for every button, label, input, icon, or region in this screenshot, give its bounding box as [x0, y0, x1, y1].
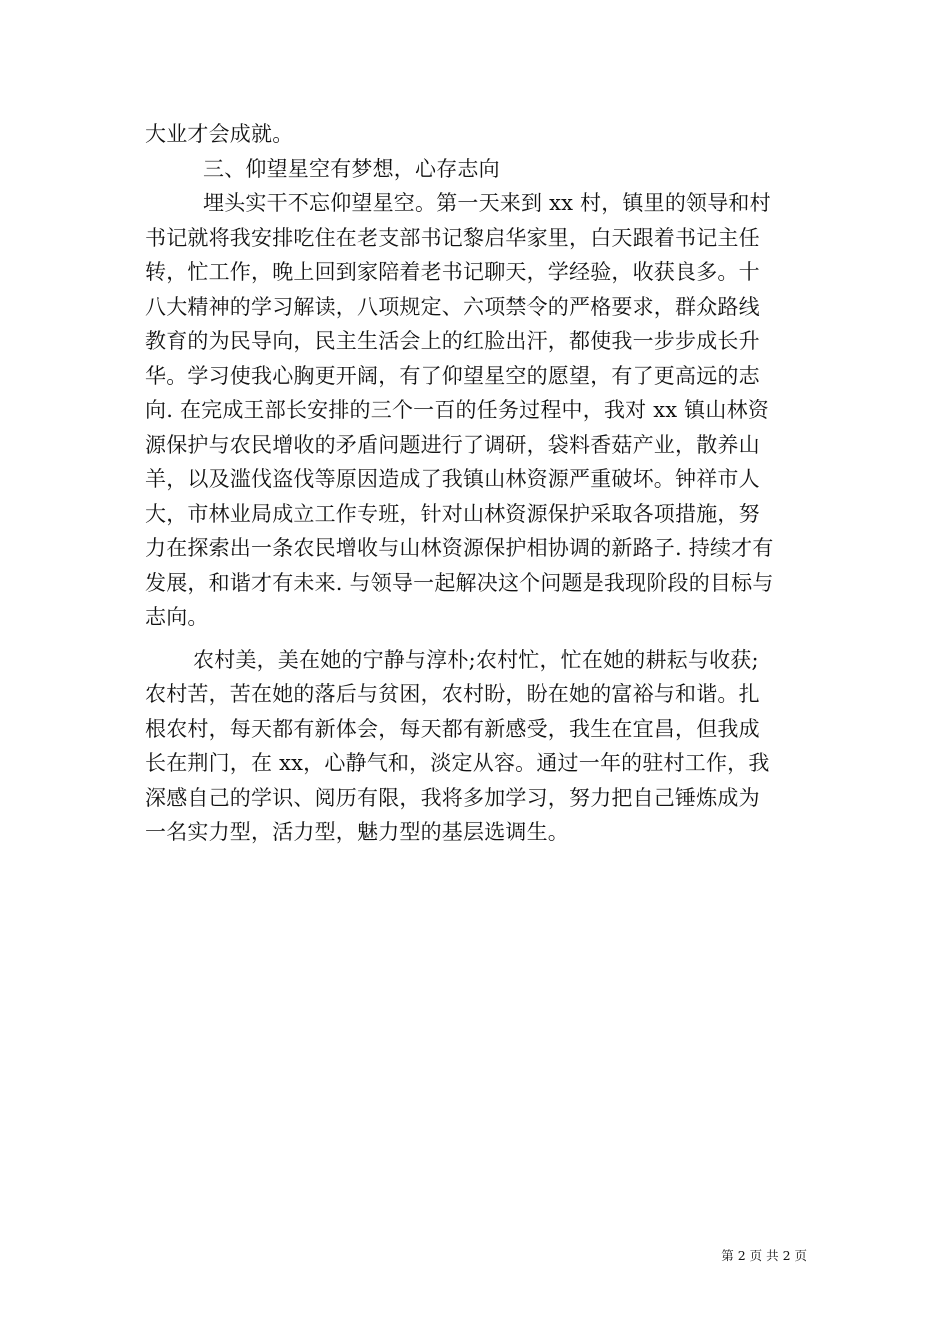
text-line: 华。学习使我心胸更开阔，有了仰望星空的愿望，有了更高远的志 [145, 363, 760, 388]
text-line: 农村苦，苦在她的落后与贫困，农村盼，盼在她的富裕与和谐。扎 [145, 682, 760, 706]
text-line: 根农村，每天都有新体会，每天都有新感受，我生在宜昌，但我成 [145, 716, 760, 741]
text-line: 转，忙工作，晚上回到家陪着老书记聊天，学经验，收获良多。十 [145, 260, 760, 284]
text-line: 向. 在完成王部长安排的三个一百的任务过程中，我对 xx 镇山林资 [145, 398, 769, 422]
text-line: 埋头实干不忘仰望星空。第一天来到 xx 村，镇里的领导和村 [203, 191, 771, 215]
text-line: 源保护与农民增收的矛盾问题进行了调研，袋料香菇产业，散养山 [145, 432, 760, 457]
page-number-footer: 第 2 页 共 2 页 [721, 1248, 807, 1263]
document-body [145, 117, 807, 850]
text-line: 长在荆门，在 xx，心静气和，淡定从容。通过一年的驻村工作，我 [145, 751, 770, 775]
text-line: 大业才会成就。 [145, 122, 294, 146]
paragraph-gap [145, 635, 807, 643]
text-line: 教育的为民导向，民主生活会上的红脸出汗，都使我一步步成长升 [145, 329, 760, 353]
text-line: 羊，以及滥伐盗伐等原因造成了我镇山林资源严重破坏。钟祥市人 [145, 467, 760, 491]
text-line: 力在探索出一条农民增收与山林资源保护相协调的新路子. 持续才有 [145, 536, 774, 560]
text-line: 书记就将我安排吃住在老支部书记黎启华家里，白天跟着书记主任 [145, 225, 760, 250]
text-line: 志向。 [145, 605, 209, 629]
text-line: 农村美，美在她的宁静与淳朴;农村忙，忙在她的耕耘与收获; [193, 647, 759, 672]
text-line: 深感自己的学识、阅历有限，我将多加学习，努力把自己锤炼成为 [145, 785, 760, 810]
text-line: 八大精神的学习解读，八项规定、六项禁令的严格要求，群众路线 [145, 294, 760, 319]
section-heading: 三、仰望星空有梦想，心存志向 [203, 156, 500, 181]
text-line: 一名实力型，活力型，魅力型的基层选调生。 [145, 820, 569, 844]
text-line: 发展，和谐才有未来. 与领导一起解决这个问题是我现阶段的目标与 [145, 570, 774, 595]
text-line: 大，市林业局成立工作专班，针对山林资源保护采取各项措施，努 [145, 501, 760, 526]
